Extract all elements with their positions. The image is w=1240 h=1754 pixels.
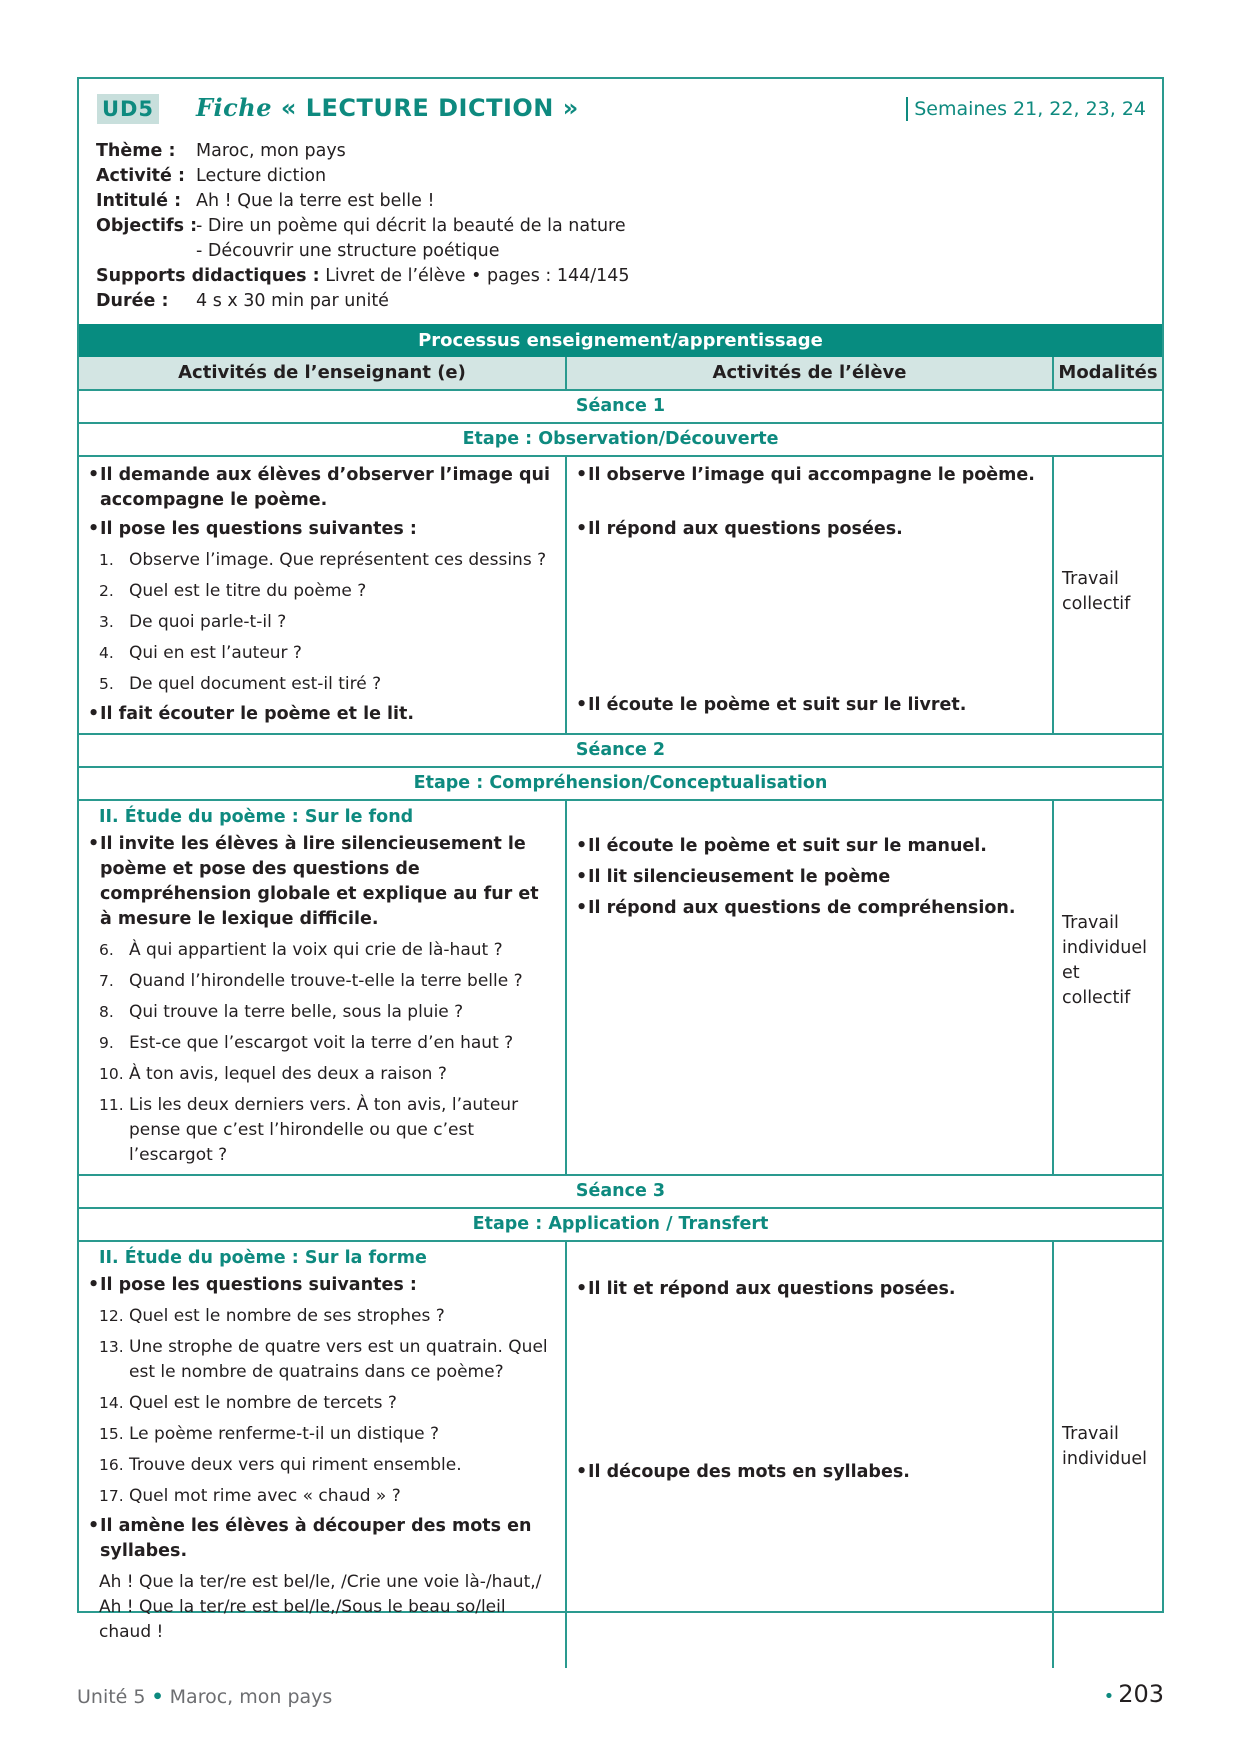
modalite-3 <box>1054 1422 1162 1472</box>
process-title: Processus enseignement/apprentissage <box>79 324 1162 357</box>
fiche-title-text: « LECTURE DICTION » <box>280 94 579 122</box>
teacher-activities-1 <box>79 457 565 733</box>
theme-label: Thème : <box>96 141 176 161</box>
student-activities-1 <box>567 457 1052 726</box>
question-item: 2. Quel est le titre du poème ? <box>99 581 367 601</box>
question-item: 17. Quel mot rime avec « chaud » ? <box>99 1486 401 1506</box>
etape-1-title: Etape : Observation/Découverte <box>79 423 1162 456</box>
question-item: 11. Lis les deux derniers vers. À ton avis, l’auteur pense que c’est l’hirondelle ou que c’est l’escargot ? <box>99 1095 519 1165</box>
question-item: 5. De quel document est-il tiré ? <box>99 674 382 694</box>
seance-2-row <box>79 800 1162 1175</box>
page-number-value: 203 <box>1118 1680 1164 1708</box>
seance-2-title: Séance 2 <box>79 734 1162 767</box>
student-activities-2 <box>567 801 1052 927</box>
objectif-1: - Dire un poème qui décrit la beauté de la nature <box>196 216 626 236</box>
question-item: 8. Qui trouve la terre belle, sous la pluie ? <box>99 1002 464 1022</box>
etape-3-title: Etape : Application / Transfert <box>79 1208 1162 1241</box>
teacher-item: • Il pose les questions suivantes : <box>88 1273 555 1298</box>
objectifs-row-2 <box>96 239 630 264</box>
modalite-text: et <box>1062 963 1080 983</box>
objectif-2: - Découvrir une structure poétique <box>196 241 500 261</box>
modalite-text: individuel <box>1062 938 1147 958</box>
student-item: • Il écoute le poème et suit sur le manuel. <box>576 834 1042 859</box>
teacher-activities-2 <box>79 801 565 1174</box>
question-item: 7. Quand l’hirondelle trouve-t-elle la terre belle ? <box>99 971 523 991</box>
supports-row <box>96 264 630 289</box>
info-block <box>96 139 630 314</box>
question-item: 12. Quel est le nombre de ses strophes ? <box>99 1306 445 1326</box>
page-number: • 203 <box>1103 1680 1164 1708</box>
modalite-text: collectif <box>1062 988 1131 1008</box>
intitule-row <box>96 189 630 214</box>
student-item: • Il écoute le poème et suit sur le livret. <box>576 693 966 718</box>
etape-2-title: Etape : Compréhension/Conceptualisation <box>79 767 1162 800</box>
question-item: 4. Qui en est l’auteur ? <box>99 643 302 663</box>
duree-value: 4 s x 30 min par unité <box>196 291 389 311</box>
col-header-modalites: Modalités <box>1053 357 1162 390</box>
supports-value: Livret de l’élève • pages : 144/145 <box>325 266 630 286</box>
student-item: • Il lit et répond aux questions posées. <box>576 1277 1042 1302</box>
weeks-label: Semaines 21, 22, 23, 24 <box>906 97 1146 121</box>
supports-label: Supports didactiques : <box>96 266 320 286</box>
question-item: 1. Observe l’image. Que représentent ces dessins ? <box>99 550 547 570</box>
student-item: • Il observe l’image qui accompagne le poème. <box>576 463 1042 488</box>
syllable-example: Ah ! Que la ter/re est bel/le, /Crie une voie là-/haut,/ Ah ! Que la ter/re est bel/le,/Sous le beau so/leil chaud ! <box>99 1572 542 1642</box>
question-item: 6. À qui appartient la voix qui crie de là-haut ? <box>99 940 503 960</box>
modalite-text: Travail <box>1062 913 1119 933</box>
objectifs-row <box>96 214 630 239</box>
question-item: 9. Est-ce que l’escargot voit la terre d’en haut ? <box>99 1033 514 1053</box>
seance-3-title: Séance 3 <box>79 1175 1162 1208</box>
section-subheading: II. Étude du poème : Sur la forme <box>99 1248 427 1268</box>
intitule-label: Intitulé : <box>96 191 182 211</box>
modalite-text: Travail <box>1062 1424 1119 1444</box>
col-header-teacher: Activités de l’enseignant (e) <box>79 357 566 390</box>
seance-1-row <box>79 456 1162 734</box>
footer-unit-label: Unité 5 <box>77 1686 146 1708</box>
modalite-2 <box>1054 911 1162 1011</box>
sheet-header <box>79 79 1162 324</box>
question-item: 3. De quoi parle-t-il ? <box>99 612 287 632</box>
question-item: 10. À ton avis, lequel des deux a raison ? <box>99 1064 447 1084</box>
teacher-item: • Il pose les questions suivantes : <box>88 517 555 542</box>
section-subheading: II. Étude du poème : Sur le fond <box>99 807 414 827</box>
theme-value: Maroc, mon pays <box>196 141 346 161</box>
student-activities-3 <box>567 1242 1052 1666</box>
student-item: • Il répond aux questions posées. <box>576 517 1042 542</box>
fiche-word: Fiche <box>196 93 272 122</box>
duree-row <box>96 289 630 314</box>
question-item: 13. Une strophe de quatre vers est un quatrain. Quel est le nombre de quatrains dans ce poème? <box>99 1337 548 1382</box>
activite-label: Activité : <box>96 166 186 186</box>
footer-unit: Unité 5 • Maroc, mon pays <box>77 1686 333 1708</box>
lesson-sheet <box>77 77 1164 1642</box>
student-item: • Il découpe des mots en syllabes. <box>576 1460 910 1485</box>
intitule-value: Ah ! Que la terre est belle ! <box>196 191 435 211</box>
question-item: 16. Trouve deux vers qui riment ensemble. <box>99 1455 462 1475</box>
unit-badge: UD5 <box>97 94 159 124</box>
footer-theme: Maroc, mon pays <box>169 1686 333 1708</box>
modalite-text: Travail <box>1062 569 1119 589</box>
teacher-item: • Il amène les élèves à découper des mots en syllabes. <box>88 1514 555 1564</box>
student-item: • Il lit silencieusement le poème <box>576 865 1042 890</box>
theme-row <box>96 139 630 164</box>
student-item: • Il répond aux questions de compréhension. <box>576 896 1042 921</box>
activities-table <box>79 357 1162 1668</box>
modalite-text: individuel <box>1062 1449 1147 1469</box>
modalite-1 <box>1054 567 1162 617</box>
teacher-item: • Il invite les élèves à lire silencieusement le poème et pose des questions de compréhension globale et explique au fur et à mesure le lexique difficile. <box>88 832 555 932</box>
question-item: 14. Quel est le nombre de tercets ? <box>99 1393 397 1413</box>
teacher-item: • Il fait écouter le poème et le lit. <box>88 702 555 727</box>
seance-1-title: Séance 1 <box>79 390 1162 423</box>
activite-value: Lecture diction <box>196 166 327 186</box>
objectifs-label: Objectifs : <box>96 216 198 236</box>
teacher-item: • Il demande aux élèves d’observer l’image qui accompagne le poème. <box>88 463 555 513</box>
seance-3-row <box>79 1241 1162 1668</box>
activite-row <box>96 164 630 189</box>
question-item: 15. Le poème renferme-t-il un distique ? <box>99 1424 440 1444</box>
sheet-title <box>196 92 579 124</box>
col-header-student: Activités de l’élève <box>566 357 1053 390</box>
duree-label: Durée : <box>96 291 169 311</box>
teacher-activities-3 <box>79 1242 565 1651</box>
modalite-text: collectif <box>1062 594 1131 614</box>
